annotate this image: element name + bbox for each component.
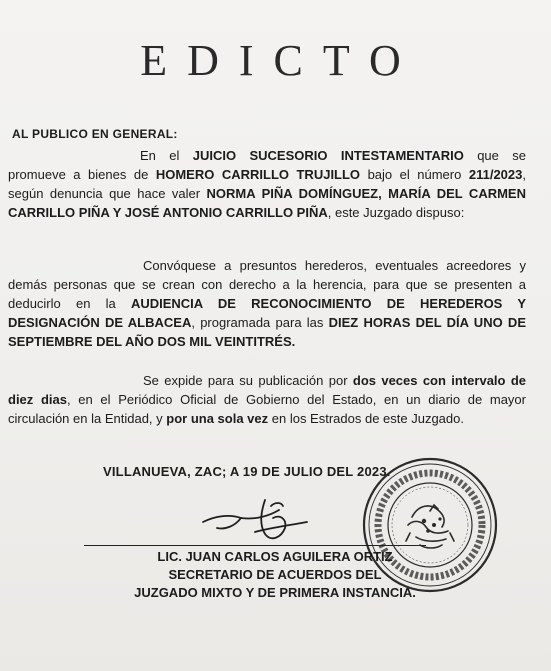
signature-line (84, 545, 426, 546)
p2-hearing-name: AUDIENCIA DE RECONOCIMIENTO DE HEREDEROS Y DESIGNACIÓN DE ALBACEA (8, 296, 526, 330)
paragraph-case (8, 146, 526, 222)
p1-text-1: En el (140, 148, 193, 163)
p1-text-4: , según denuncia que hace valer (8, 167, 526, 201)
greeting: AL PUBLICO EN GENERAL: (12, 127, 178, 141)
p3-text-2: , en el Periódico Oficial de Gobierno del Estado, en un diario de mayor circulación en la Entidad, y (8, 392, 526, 426)
p3-text-1: Se expide para su publicación por (143, 373, 353, 388)
p1-deceased-name: HOMERO CARRILLO TRUJILLO (155, 167, 361, 182)
signer-court: JUZGADO MIXTO Y DE PRIMERA INSTANCIA. (134, 585, 416, 600)
signature-icon (195, 492, 315, 552)
p1-text-2: que se promueve a bienes de (8, 148, 526, 182)
p2-text-1: Convóquese a presuntos herederos, eventuales acreedores y demás personas que se crean con derecho a la herencia, para que se presenten a deducirlo en la (8, 258, 526, 311)
p2-hearing-date: DIEZ HORAS DEL DÍA UNO DE SEPTIEMBRE DEL AÑO DOS MIL VEINTITRÉS. (8, 315, 526, 349)
p3-frequency: dos veces con intervalo de diez dias (8, 373, 526, 407)
paragraph-summons (8, 256, 526, 351)
p1-case-type: JUICIO SUCESORIO INTESTAMENTARIO (192, 148, 464, 163)
p3-text-3: en los Estrados de este Juzgado. (268, 411, 464, 426)
p1-text-3: bajo el número (360, 167, 469, 182)
place-date: VILLANUEVA, ZAC; A 19 DE JULIO DEL 2023. (103, 464, 391, 479)
p3-once: por una sola vez (166, 411, 269, 426)
signer-role: SECRETARIO DE ACUERDOS DEL (168, 567, 382, 582)
paragraph-publication (8, 371, 526, 428)
p1-case-number: 211/2023 (468, 167, 523, 182)
signer-block (90, 548, 460, 602)
p2-text-2: , programada para las (191, 315, 329, 330)
signer-name: LIC. JUAN CARLOS AGUILERA ORTIZ (157, 549, 393, 564)
p1-claimants: NORMA PIÑA DOMÍNGUEZ, MARÍA DEL CARMEN CARRILLO PIÑA Y JOSÉ ANTONIO CARRILLO PIÑA (8, 186, 526, 220)
document-title: EDICTO (140, 36, 421, 85)
p1-text-5: , este Juzgado dispuso: (327, 205, 465, 220)
